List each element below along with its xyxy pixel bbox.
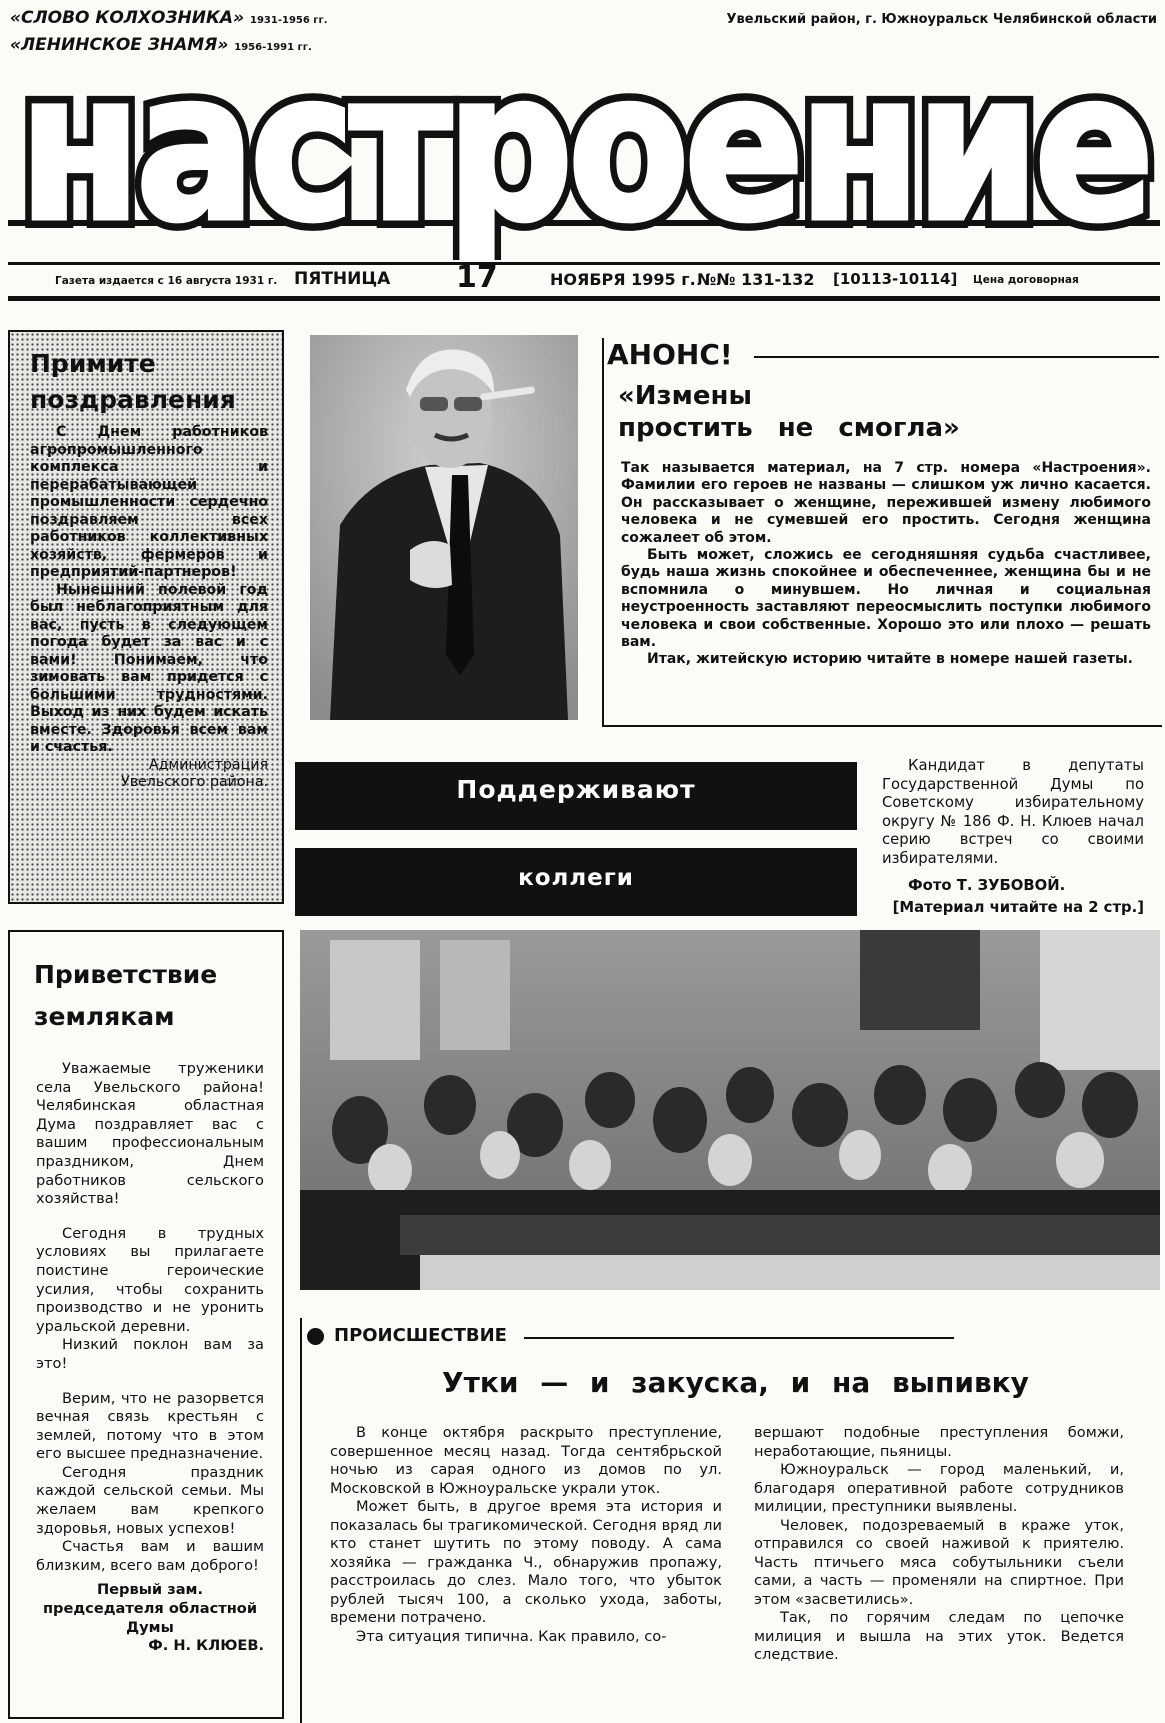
anons-paragraph: Быть может, сложись ее сегодняшняя судьба счастливее, будь наша жизнь спокойнее и обеспеченнее, женщина бы и не вспомнила о минувшем. Но личная и социальная неустроенность заставляют переосмыслить поступки любимого человека и свои собственные. Хорошо это или плохо — решать вам. (621, 547, 1151, 651)
previous-titles (10, 6, 328, 60)
weekday: ПЯТНИЦА (294, 269, 391, 289)
masthead-title-inline: настроение (19, 60, 1149, 260)
masthead-title: настроение (19, 60, 1149, 260)
fellow-greeting-box (8, 930, 284, 1719)
incident-rubric-rule (524, 1337, 954, 1339)
prev-title-1-years: 1931-1956 гг. (250, 15, 328, 26)
incident-right-paragraph: вершают подобные преступления бомжи, неработающие, пьяницы. (754, 1424, 1124, 1460)
day-number: 17 (456, 260, 498, 295)
month-year: НОЯБРЯ 1995 г. (550, 270, 696, 289)
incident-left-paragraph: Эта ситуация типична. Как правило, со- (356, 1627, 667, 1645)
incident-left-paragraph: Может быть, в другое время эта история и показалась бы трагикомической. Сегодня вряд ли кто станет шутить по этому поводу. А сама хозяйка — гражданка Ч., обнаружив пропажу, расстроилась до слез. Мало того, что убыток рублей тысяч 100, а сколько ухода, заботы, времени потрачено. (330, 1498, 722, 1626)
greeting-paragraph: С Днем работников агропромышленного комплекса и перерабатывающей промышленности сердечно поздравляем всех работников коллективных хозяйств, фермеров и предприятий-партнеров! (30, 424, 268, 580)
price: Цена договорная (973, 274, 1079, 286)
fellow-signature-name: Ф. Н. КЛЮЕВ. (148, 1637, 264, 1655)
region-line: Увельский район, г. Южноуральск Челябинской области (726, 12, 1157, 27)
dateline-top-rule (8, 262, 1160, 265)
incident-right-paragraph: Так, по горячим следам по цепочке милиция и вышла на этих уток. Ведется следствие. (754, 1609, 1124, 1663)
fellow-paragraph: Сегодня в трудных условиях вы прилагаете поистине героические усилия, чтобы сохранить производство и не уронить уральской деревни. (36, 1224, 264, 1335)
support-caption: Кандидат в депутаты Государственной Думы по Советскому избирательному округу № 186 Ф. Н. Клюев начал серию встреч со своими избирателями. (882, 757, 1144, 867)
support-bar-2: коллеги (295, 848, 857, 916)
issue-total: [10113-10114] (833, 270, 958, 288)
fellow-paragraph: Уважаемые труженики села Увельского района! Челябинская областная Дума поздравляет вас с вашим профессиональным праздником, Днем работников сельского хозяйства! (36, 1060, 264, 1208)
support-caption-block (882, 757, 1144, 918)
bullet-icon (307, 1328, 324, 1345)
prev-title-2-years: 1956-1991 гг. (234, 42, 312, 53)
dateline (0, 260, 1165, 298)
fellow-title-line-2: землякам (34, 1002, 175, 1031)
anons-rule (749, 356, 1159, 358)
candidate-photo (310, 335, 578, 720)
anons-headline-line-2: простить не смогла» (618, 413, 960, 443)
anons-paragraph: Так называется материал, на 7 стр. номера «Настроения». Фамилии его героев не названы — слишком уж лично касается. Он рассказывает о женщине, пережившей измену любимого человека и не сумевшей его простить. Сегодня женщина сожалеет об этом. (621, 460, 1151, 546)
greeting-signature-1: Администрация (148, 756, 268, 773)
prev-title-2: «ЛЕНИНСКОЕ ЗНАМЯ» (10, 35, 229, 55)
fellow-title-line-1: Приветствие (34, 960, 218, 989)
fellow-paragraph: Сегодня праздник каждой сельской семьи. Мы желаем вам крепкого здоровья, новых успехов! (36, 1463, 264, 1537)
incident-left-paragraph: В конце октября раскрыто преступление, совершенное месяц назад. Тогда сентябрьской ночью из сарая одного из домов по ул. Московской в Южноуральске украли уток. (330, 1424, 722, 1497)
greeting-signature-2: Увельского района. (121, 774, 268, 790)
greeting-title: Примите поздравления (30, 349, 236, 414)
issue-number: №№ 131-132 (697, 270, 815, 289)
prev-title-1: «СЛОВО КОЛХОЗНИКА» (10, 8, 245, 28)
fellow-paragraph: Низкий поклон вам за это! (36, 1336, 264, 1372)
fellow-greeting-title (34, 954, 217, 1038)
since-note: Газета издается с 16 августа 1931 г. (55, 275, 278, 287)
incident-headline: Утки — и закуска, и на выпивку (442, 1366, 1029, 1399)
greeting-box (8, 330, 284, 904)
support-bar-1: Поддерживают (295, 762, 857, 830)
audience-photo (300, 930, 1160, 1290)
anons-headline (618, 380, 960, 444)
photo-credit: Фото Т. ЗУБОВОЙ. (908, 876, 1066, 894)
greeting-paragraph: Нынешний полевой год был неблагоприятным для вас, пусть в следующем погода будет за вас и с вами! Понимаем, что зимовать вам придется с большими трудностями. Выход из них будем искать вместе. Здоровья всем вам и счастья. (30, 581, 268, 755)
anons-label: АНОНС! (607, 338, 733, 371)
dateline-bottom-rule (8, 296, 1160, 301)
anons-paragraph: Итак, житейскую историю читайте в номере нашей газеты. (647, 651, 1133, 668)
incident-story (300, 1318, 1162, 1723)
material-reference: [Материал читайте на 2 стр.] (892, 899, 1144, 917)
incident-rubric: ПРОИСШЕСТВИЕ (334, 1325, 507, 1346)
incident-right-paragraph: Человек, подозреваемый в краже уток, отправился со своей наживой к приятелю. Часть птичьего мяса собутыльники съели сами, а часть — променяли на спиртное. При этом «засветились». (754, 1516, 1124, 1608)
fellow-signature-title: Первый зам. председателя областной Думы (42, 1581, 258, 1636)
anons-block (602, 338, 1162, 727)
fellow-paragraph: Верим, что не разорвется вечная связь крестьян с землей, потому что в этом его высшее предназначение. (36, 1389, 264, 1463)
fellow-paragraph: Счастья вам и вашим близким, всего вам доброго! (36, 1538, 264, 1574)
incident-right-paragraph: Южноуральск — город маленький, и, благодаря оперативной работе сотрудников милиции, преступники выявлены. (754, 1461, 1124, 1515)
anons-headline-line-1: «Измены (618, 381, 753, 411)
masthead-logo (8, 60, 1160, 260)
